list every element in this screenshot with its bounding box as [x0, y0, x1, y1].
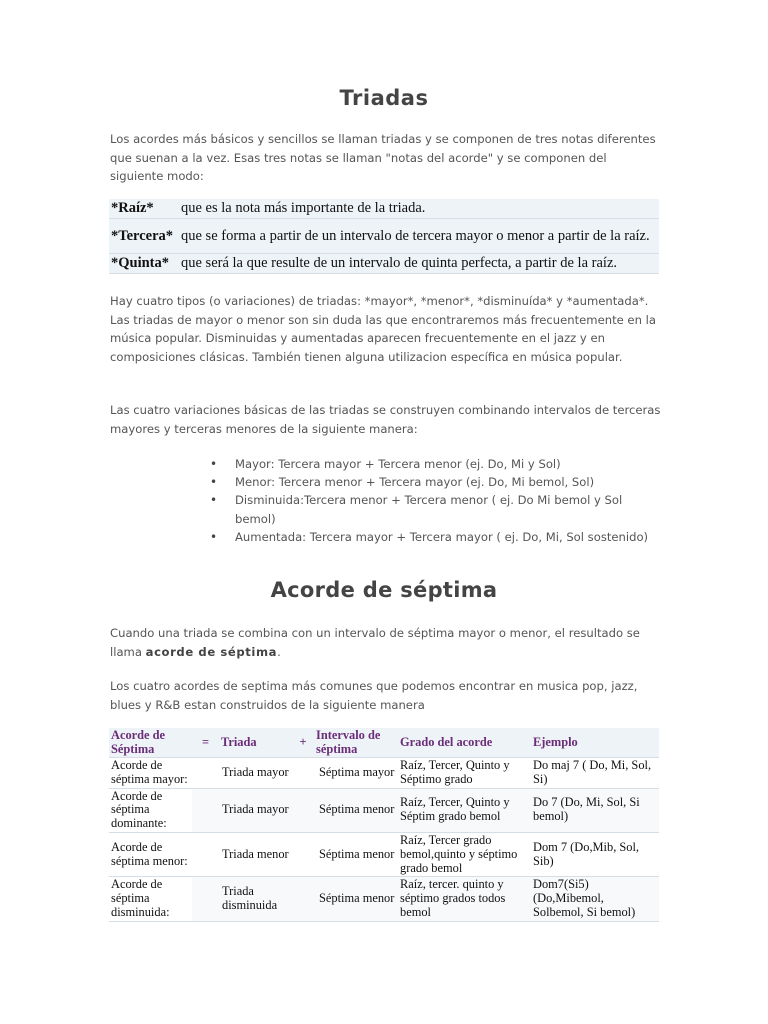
definition-term: *Raíz* — [111, 200, 154, 216]
header-chord: Acorde de Séptima — [109, 728, 192, 758]
section-title-triadas: Triadas — [339, 86, 429, 110]
seventh-chords-table — [109, 728, 659, 922]
cell-degrees: Raíz, tercer. quinto y séptimo grados todos bemol — [398, 877, 531, 921]
cell-interval: Séptima menor — [292, 877, 398, 921]
triad-construction-paragraph: Las cuatro variaciones básicas de las triadas se construyen combinando intervalos de terceras mayores y terceras menores de la siguiente manera: — [110, 403, 661, 436]
header-equals: = — [192, 728, 219, 758]
cell-interval: Séptima menor — [292, 832, 398, 876]
header-example: Ejemplo — [531, 728, 659, 758]
cell-triad: Triada disminuida — [192, 877, 292, 921]
list-item: • Disminuida:Tercera menor + Tercera menor ( ej. Do Mi bemol y Sol bemol) — [210, 491, 650, 527]
seventh-common-paragraph: Los cuatro acordes de septima más comunes que podemos encontrar en musica pop, jazz, blues y R&B estan construidos de la siguiente manera — [110, 679, 638, 712]
cell-example: Dom7(Si5) (Do,Mibemol, Solbemol, Si bemol) — [531, 877, 659, 921]
cell-example: Do maj 7 ( Do, Mi, Sol, Si) — [531, 758, 659, 789]
header-interval: Intervalo de séptima — [314, 728, 398, 758]
cell-degrees: Raíz, Tercer grado bemol,quinto y séptimo grado bemol — [398, 832, 531, 876]
cell-interval: Séptima menor — [292, 788, 398, 832]
triad-types-paragraph: Hay cuatro tipos (o variaciones) de triadas: *mayor*, *menor*, *disminuída* y *aumentada*. Las triadas de mayor o menor son sin duda las que encontraremos más frecuentemente en la música popular. Disminuidas y aumentadas aparecen frecuentemente en el jazz y en composiciones clásicas. También tienen alguna utilizacion específica en música popular. — [110, 294, 656, 364]
cell-degrees: Raíz, Tercer, Quinto y Séptim grado bemol — [398, 788, 531, 832]
cell-example: Dom 7 (Do,Mib, Sol, Sib) — [531, 832, 659, 876]
cell-chord: Acorde de séptima dominante: — [109, 788, 192, 832]
definition-term: *Tercera* — [111, 227, 174, 244]
header-triad: Triada — [219, 728, 292, 758]
cell-degrees: Raíz, Tercer, Quinto y Séptimo grado — [398, 758, 531, 789]
definition-text: que será la que resulte de un intervalo de quinta perfecta, a partir de la raíz. — [181, 255, 617, 271]
seventh-intro-end: . — [277, 644, 281, 659]
triad-definition-table — [109, 199, 659, 274]
table-header-row — [109, 728, 659, 758]
list-item: • Aumentada: Tercera mayor + Tercera mayor ( ej. Do, Mi, Sol sostenido) — [210, 528, 650, 546]
cell-chord: Acorde de séptima menor: — [109, 832, 192, 876]
section-title-acorde-septima: Acorde de séptima — [270, 578, 498, 602]
cell-example: Do 7 (Do, Mi, Sol, Si bemol) — [531, 788, 659, 832]
cell-chord: Acorde de séptima disminuida: — [109, 877, 192, 921]
table-row — [109, 219, 659, 254]
header-plus: + — [292, 728, 314, 758]
triad-variations-list — [210, 455, 650, 546]
cell-chord: Acorde de séptima mayor: — [109, 758, 192, 789]
header-degrees: Grado del acorde — [398, 728, 531, 758]
table-row — [109, 788, 659, 832]
list-item: • Mayor: Tercera mayor + Tercera menor (ej. Do, Mi y Sol) — [210, 455, 650, 473]
cell-triad: Triada menor — [192, 832, 292, 876]
cell-interval: Séptima mayor — [292, 758, 398, 789]
definition-text: que es la nota más importante de la triada. — [181, 200, 426, 216]
seventh-intro-text: Cuando una triada se combina con un intervalo de séptima mayor o menor, el resultado se llama — [110, 626, 640, 659]
table-row — [109, 758, 659, 789]
definition-text: que se forma a partir de un intervalo de tercera mayor o menor a partir de la raíz. — [181, 227, 650, 244]
table-row — [109, 877, 659, 921]
table-row — [109, 199, 659, 219]
table-row — [109, 254, 659, 274]
cell-triad: Triada mayor — [192, 788, 292, 832]
intro-paragraph: Los acordes más básicos y sencillos se llaman triadas y se componen de tres notas diferentes que suenan a la vez. Esas tres notas se llaman "notas del acorde" y se componen del siguiente modo: — [110, 132, 656, 183]
seventh-chord-term: acorde de séptima — [145, 644, 278, 659]
table-row — [109, 832, 659, 876]
definition-term: *Quinta* — [111, 255, 170, 271]
seventh-intro-paragraph — [110, 624, 662, 661]
cell-triad: Triada mayor — [192, 758, 292, 789]
list-item: • Menor: Tercera menor + Tercera mayor (ej. Do, Mi bemol, Sol) — [210, 473, 650, 491]
